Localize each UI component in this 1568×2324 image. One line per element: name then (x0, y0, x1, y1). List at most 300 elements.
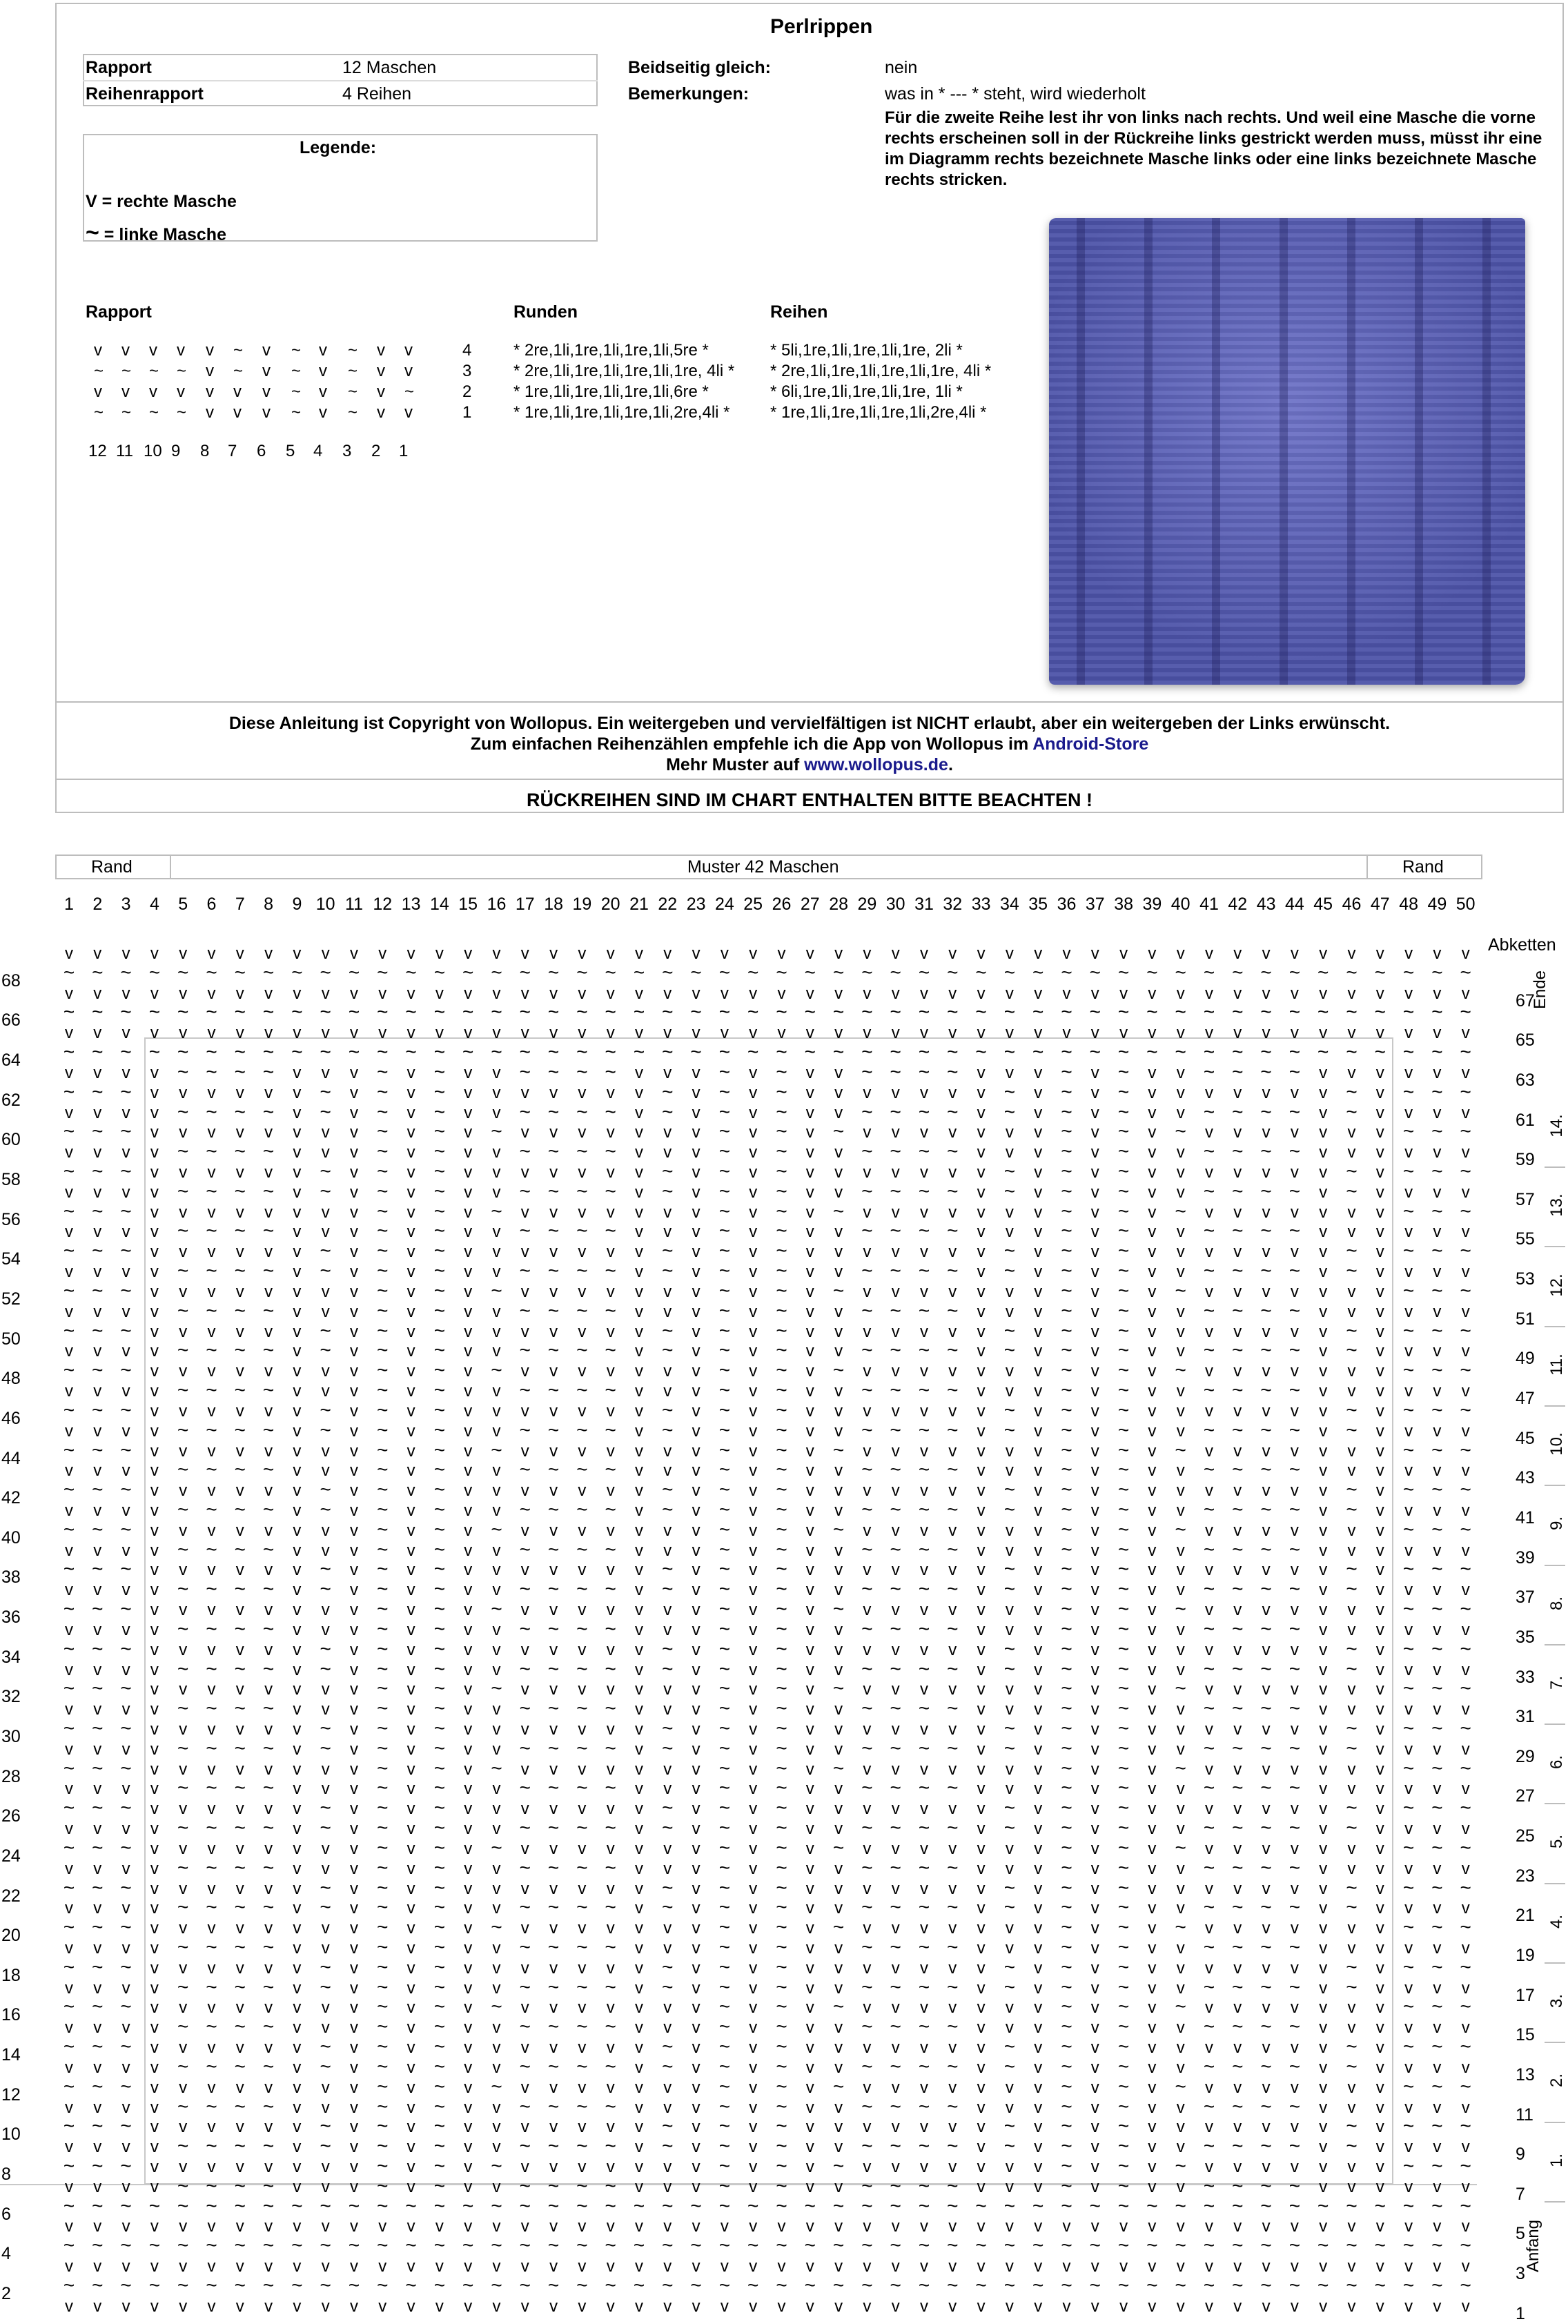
stitch-cell: v (749, 2098, 758, 2117)
stitch-cell: v (977, 1620, 986, 1639)
stitch-cell: v (1262, 984, 1271, 1003)
stitch-cell: ~ (605, 1339, 616, 1361)
stitch-cell: v (834, 1481, 843, 1501)
stitch-cell: v (406, 1382, 415, 1401)
stitch-cell: v (805, 1302, 814, 1321)
stitch-cell: ~ (861, 1777, 873, 1799)
stitch-cell: ~ (519, 2174, 531, 2196)
stitch-cell: v (207, 2217, 216, 2236)
stitch-cell: v (1176, 2257, 1185, 2276)
stitch-cell: v (1148, 1182, 1157, 1202)
stitch-cell: v (1005, 1919, 1014, 1938)
stitch-cell: v (749, 2018, 758, 2038)
stitch-cell: ~ (605, 2135, 616, 2157)
stitch-cell: v (464, 1700, 473, 1719)
stitch-cell: v (520, 1123, 529, 1142)
stitch-cell: v (749, 2038, 758, 2058)
stitch-cell: ~ (776, 1438, 787, 1461)
row-label-left: 6 (1, 2204, 11, 2224)
stitch-cell: v (492, 1899, 501, 1918)
stitch-cell: ~ (1402, 1359, 1415, 1381)
stitch-cell: ~ (1061, 1299, 1072, 1321)
stitch-cell: v (1375, 1879, 1384, 1898)
stitch-cell: ~ (120, 1558, 132, 1580)
stitch-cell: ~ (1402, 1797, 1415, 1819)
stitch-cell: ~ (377, 1339, 389, 1361)
stitch-cell: v (891, 2078, 900, 2097)
stitch-cell: v (520, 944, 529, 963)
stitch-cell: v (1034, 1382, 1043, 1401)
stitch-cell: v (1375, 1103, 1384, 1122)
stitch-cell: ~ (234, 1339, 246, 1361)
stitch-cell: v (350, 2058, 358, 2077)
row-label-right: 47 (1516, 1389, 1535, 1409)
stitch-cell: ~ (377, 1677, 389, 1699)
stitch-cell: v (1319, 1322, 1328, 1341)
stitch-cell: v (293, 1581, 302, 1600)
stitch-cell: v (150, 1839, 159, 1858)
stitch-cell: v (293, 1103, 302, 1122)
stitch-cell: v (121, 1182, 130, 1202)
stitch-cell: v (805, 1401, 814, 1420)
stitch-cell: v (350, 1521, 358, 1540)
stitch-cell: ~ (377, 1797, 389, 1819)
stitch-cell: v (1233, 1998, 1242, 2018)
stitch-cell: v (121, 1103, 130, 1122)
stitch-cell: v (150, 1103, 159, 1122)
stitch-cell: ~ (63, 2155, 75, 2177)
stitch-cell: v (1433, 1779, 1442, 1799)
stitch-cell: v (121, 1382, 130, 1401)
stitch-cell: ~ (861, 1458, 873, 1481)
stitch-cell: v (834, 944, 843, 963)
stitch-cell: v (150, 1024, 159, 1043)
stitch-cell: v (1404, 2217, 1413, 2236)
stitch-cell: v (121, 1342, 130, 1361)
stitch-cell: ~ (605, 1041, 616, 1063)
stitch-cell: v (93, 2018, 102, 2038)
stitch-cell: v (805, 1222, 814, 1242)
stitch-cell: v (920, 1202, 928, 1222)
stitch-cell: v (1319, 1919, 1328, 1938)
stitch-cell: v (1090, 1919, 1099, 1938)
stitch-cell: ~ (547, 2174, 560, 2196)
stitch-cell: v (264, 984, 273, 1003)
stitch-cell: ~ (63, 1518, 75, 1540)
stitch-cell: v (635, 1262, 643, 1282)
stitch-cell: v (1148, 1958, 1157, 1978)
stitch-cell: ~ (1003, 1398, 1016, 1420)
stitch-cell: v (606, 2217, 615, 2236)
stitch-cell: v (150, 1561, 159, 1580)
stitch-cell: v (150, 2078, 159, 2097)
stitch-cell: v (1404, 2296, 1413, 2316)
stitch-cell: ~ (1346, 1240, 1358, 1262)
stitch-cell: ~ (1402, 1160, 1415, 1182)
stitch-cell: ~ (320, 1876, 331, 1898)
stitch-cell: ~ (1460, 1518, 1471, 1540)
stitch-cell: ~ (206, 1220, 217, 1242)
stitch-cell: v (1375, 1063, 1384, 1082)
stitch-cell: ~ (1317, 2194, 1329, 2216)
stitch-cell: v (1461, 944, 1470, 963)
stitch-cell: v (1461, 1302, 1470, 1321)
stitch-cell: ~ (519, 2234, 531, 2256)
stitch-cell: v (321, 1222, 330, 1242)
stitch-cell: v (549, 1601, 558, 1620)
stitch-cell: v (1205, 944, 1213, 963)
stitch-cell: v (863, 1202, 872, 1222)
stitch-cell: v (235, 2158, 244, 2177)
stitch-cell: v (635, 1839, 643, 1858)
stitch-cell: v (891, 1998, 900, 2018)
stitch-cell: ~ (662, 1797, 674, 1819)
stitch-cell: v (692, 1859, 700, 1878)
repeat-label: 12. (1547, 1273, 1566, 1297)
stitch-cell: v (207, 944, 216, 963)
stitch-cell: v (1148, 1222, 1157, 1242)
stitch-cell: v (1347, 2177, 1356, 2196)
stitch-cell: v (293, 1202, 302, 1222)
stitch-cell: ~ (718, 2174, 731, 2196)
stitch-cell: ~ (718, 2095, 731, 2117)
stitch-cell: v (150, 1978, 159, 1998)
stitch-cell: ~ (433, 1180, 446, 1202)
stitch-cell: v (692, 1680, 700, 1699)
stitch-cell: v (293, 2058, 302, 2077)
rapport-cell: ~ (149, 403, 159, 422)
stitch-cell: ~ (861, 1140, 873, 1162)
stitch-cell: v (749, 2296, 758, 2316)
stitch-cell: ~ (1288, 1697, 1301, 1719)
stitch-cell: ~ (262, 2174, 275, 2196)
stitch-cell: v (692, 2018, 700, 2038)
stitch-cell: ~ (918, 1220, 930, 1242)
stitch-cell: ~ (120, 1717, 132, 1739)
stitch-cell: v (1176, 2058, 1185, 2077)
stitch-cell: ~ (633, 1041, 645, 1063)
stitch-cell: ~ (861, 2194, 873, 2216)
stitch-cell: v (977, 2177, 986, 2196)
stitch-cell: v (378, 1024, 387, 1043)
stitch-cell: v (777, 984, 786, 1003)
stitch-cell: v (948, 2158, 957, 2177)
stitch-cell: v (549, 2158, 558, 2177)
stitch-cell: v (1319, 1282, 1328, 1301)
stitch-cell: ~ (92, 2194, 104, 2216)
stitch-cell: ~ (177, 1180, 189, 1202)
stitch-cell: v (150, 1640, 159, 1659)
stitch-cell: v (1404, 1024, 1413, 1043)
stitch-cell: v (464, 2078, 473, 2097)
stitch-cell: ~ (1117, 961, 1130, 983)
row-label-right: 3 (1516, 2264, 1525, 2284)
stitch-cell: v (1262, 1242, 1271, 1262)
stitch-cell: ~ (1061, 1677, 1072, 1699)
stitch-cell: v (293, 1222, 302, 1242)
stitch-cell: ~ (832, 2274, 845, 2296)
stitch-cell: v (663, 1024, 672, 1043)
stitch-cell: v (805, 1779, 814, 1799)
stitch-cell: v (1148, 1103, 1157, 1122)
stitch-cell: ~ (519, 2194, 531, 2216)
stitch-cell: v (977, 1859, 986, 1878)
stitch-cell: ~ (832, 2075, 845, 2097)
stitch-cell: v (179, 1799, 188, 1819)
stitch-cell: v (179, 1879, 188, 1898)
stitch-cell: v (1404, 1342, 1413, 1361)
stitch-cell: v (1262, 1759, 1271, 1779)
stitch-cell: v (179, 1083, 188, 1102)
stitch-cell: v (1290, 1958, 1299, 1978)
stitch-cell: v (578, 2257, 587, 2276)
stitch-cell: v (121, 1222, 130, 1242)
stitch-cell: v (1148, 1839, 1157, 1858)
stitch-cell: v (464, 1799, 473, 1819)
stitch-cell: ~ (1288, 1856, 1301, 1878)
stitch-cell: v (749, 1978, 758, 1998)
stitch-cell: ~ (1203, 1180, 1215, 1202)
stitch-cell: v (406, 1163, 415, 1182)
stitch-cell: v (1148, 2038, 1157, 2058)
stitch-cell: v (1148, 1143, 1157, 1162)
stitch-cell: v (65, 1103, 73, 1122)
stitch-cell: ~ (718, 1260, 731, 1282)
stitch-cell: v (1034, 1839, 1043, 1858)
stitch-cell: v (207, 1561, 216, 1580)
stitch-cell: ~ (519, 1896, 531, 1918)
stitch-cell: ~ (491, 2194, 502, 2216)
column-number: 21 (629, 895, 649, 914)
stitch-cell: v (549, 1640, 558, 1659)
stitch-cell: v (1005, 1839, 1014, 1858)
stitch-cell: v (635, 2138, 643, 2157)
stitch-cell: ~ (776, 1617, 787, 1639)
stitch-cell: v (834, 1182, 843, 1202)
stitch-cell: v (492, 1182, 501, 1202)
stitch-cell: v (749, 1620, 758, 1639)
stitch-cell: v (749, 2138, 758, 2157)
stitch-cell: v (635, 1103, 643, 1122)
stitch-cell: ~ (776, 1777, 787, 1799)
stitch-cell: ~ (832, 2194, 845, 2216)
stitch-cell: v (321, 1461, 330, 1481)
stitch-cell: v (150, 1620, 159, 1639)
stitch-cell: ~ (918, 2015, 930, 2038)
stitch-cell: v (1148, 1601, 1157, 1620)
stitch-cell: v (520, 1601, 529, 1620)
stitch-cell: ~ (377, 1379, 389, 1401)
stitch-cell: v (520, 1024, 529, 1043)
stitch-cell: ~ (1032, 2234, 1044, 2256)
stitch-cell: v (520, 1441, 529, 1461)
stitch-cell: v (1290, 1481, 1299, 1501)
stitch-cell: v (920, 1759, 928, 1779)
stitch-cell: v (635, 1024, 643, 1043)
stitch-cell: ~ (718, 1737, 731, 1759)
stitch-cell: ~ (1117, 2115, 1130, 2137)
stitch-cell: ~ (491, 2075, 502, 2097)
stitch-cell: v (1347, 1024, 1356, 1043)
stitch-cell: v (464, 1978, 473, 1998)
stitch-cell: ~ (861, 1498, 873, 1520)
stitch-cell: v (1148, 1401, 1157, 1420)
stitch-cell: v (350, 1700, 358, 1719)
stitch-cell: v (635, 1739, 643, 1759)
stitch-cell: v (1205, 1521, 1213, 1540)
stitch-cell: v (1319, 1978, 1328, 1998)
stitch-cell: ~ (1117, 1080, 1130, 1102)
stitch-cell: v (635, 1143, 643, 1162)
stitch-cell: v (863, 1958, 872, 1978)
stitch-cell: v (1090, 1779, 1099, 1799)
stitch-cell: v (663, 1759, 672, 1779)
stitch-cell: ~ (92, 961, 104, 983)
stitch-cell: v (321, 1302, 330, 1321)
stitch-cell: v (1461, 2217, 1470, 2236)
stitch-cell: ~ (718, 2135, 731, 2157)
stitch-cell: v (834, 1899, 843, 1918)
stitch-cell: ~ (433, 1260, 446, 1282)
stitch-cell: v (1090, 2217, 1099, 2236)
stitch-cell: ~ (547, 2274, 560, 2296)
android-store-link[interactable]: Android-Store (1032, 734, 1149, 754)
stitch-cell: ~ (890, 1140, 901, 1162)
row-label-left: 40 (1, 1527, 21, 1547)
row-label-left: 50 (1, 1329, 21, 1349)
stitch-cell: ~ (1232, 1260, 1244, 1282)
stitch-cell: v (150, 1222, 159, 1242)
stitch-cell: ~ (1288, 1498, 1301, 1520)
repeat-label: 13. (1547, 1193, 1566, 1217)
stitch-cell: v (977, 1362, 986, 1381)
column-number: 45 (1313, 895, 1333, 914)
stitch-cell: v (1148, 2296, 1157, 2316)
stitch-cell: ~ (1431, 961, 1443, 983)
stitch-cell: v (1148, 1382, 1157, 1401)
stitch-cell: v (1319, 1739, 1328, 1759)
rapport-row-number: 1 (462, 403, 472, 422)
stitch-cell: ~ (1061, 1398, 1072, 1420)
stitch-cell: v (350, 1779, 358, 1799)
stitch-cell: v (1404, 1382, 1413, 1401)
stitch-cell: ~ (320, 2135, 331, 2157)
stitch-cell: v (891, 1163, 900, 1182)
stitch-cell: ~ (1374, 2194, 1386, 2216)
stitch-cell: v (1375, 1958, 1384, 1978)
stitch-cell: ~ (605, 2174, 616, 2196)
stitch-cell: ~ (918, 1379, 930, 1401)
stitch-cell: ~ (576, 2274, 588, 2296)
more-patterns-dot: . (948, 755, 953, 774)
stitch-cell: ~ (890, 1697, 901, 1719)
stitch-cell: v (606, 1163, 615, 1182)
stitch-cell: v (321, 1919, 330, 1938)
stitch-cell: v (1176, 1302, 1185, 1321)
stitch-cell: ~ (63, 2075, 75, 2097)
stitch-cell: ~ (433, 1359, 446, 1381)
stitch-cell: ~ (1061, 1518, 1072, 1540)
stitch-cell: v (948, 1601, 957, 1620)
stitch-cell: v (1005, 1779, 1014, 1799)
rapport-cell: ~ (149, 362, 159, 380)
stitch-cell: v (150, 2018, 159, 2038)
stitch-cell: v (635, 1919, 643, 1938)
stitch-cell: ~ (576, 2055, 588, 2077)
stitch-cell: v (606, 2158, 615, 2177)
stitch-cell: v (406, 1262, 415, 1282)
stitch-cell: v (1233, 2038, 1242, 2058)
stitch-cell: ~ (1003, 2055, 1016, 2077)
stitch-cell: v (1148, 1919, 1157, 1938)
wollopus-link[interactable]: www.wollopus.de (804, 755, 948, 774)
stitch-cell: ~ (718, 1876, 731, 1898)
stitch-cell: ~ (1431, 2155, 1443, 2177)
stitch-cell: ~ (262, 1418, 275, 1441)
stitch-cell: v (1461, 1739, 1470, 1759)
stitch-cell: v (635, 1620, 643, 1639)
stitch-cell: ~ (262, 2274, 275, 2296)
stitch-cell: v (948, 2296, 957, 2316)
stitch-cell: ~ (462, 1041, 474, 1063)
stitch-cell: ~ (662, 2135, 674, 2157)
stitch-cell: v (121, 1939, 130, 1957)
stitch-cell: v (1262, 2257, 1271, 2276)
stitch-cell: ~ (348, 1001, 360, 1023)
stitch-cell: v (1319, 1660, 1328, 1679)
stitch-cell: v (692, 1719, 700, 1739)
stitch-cell: v (805, 2138, 814, 2157)
stitch-cell: ~ (718, 1916, 731, 1938)
stitch-cell: v (1461, 2018, 1470, 2038)
stitch-cell: ~ (576, 1657, 588, 1679)
stitch-cell: v (1090, 1083, 1099, 1102)
stitch-cell: v (663, 1362, 672, 1381)
stitch-cell: ~ (1061, 1797, 1072, 1819)
stitch-cell: ~ (1061, 1856, 1072, 1878)
stitch-cell: ~ (1117, 2155, 1130, 2177)
stitch-cell: v (1290, 1919, 1299, 1938)
stitch-cell: v (179, 1521, 188, 1540)
stitch-cell: v (1176, 1700, 1185, 1719)
stitch-cell: v (293, 1242, 302, 1262)
stitch-cell: v (1005, 1939, 1014, 1957)
stitch-cell: ~ (547, 961, 560, 983)
stitch-cell: ~ (320, 1498, 331, 1520)
stitch-cell: v (1034, 1103, 1043, 1122)
stitch-cell: v (977, 1939, 986, 1957)
stitch-cell: v (1461, 1382, 1470, 1401)
stitch-cell: ~ (63, 1319, 75, 1341)
stitch-cell: v (948, 1123, 957, 1142)
stitch-cell: v (293, 2158, 302, 2177)
stitch-cell: ~ (1203, 1856, 1215, 1878)
stitch-cell: v (1205, 1123, 1213, 1142)
stitch-cell: ~ (1431, 1319, 1443, 1341)
stitch-cell: ~ (519, 1737, 531, 1759)
stitch-cell: ~ (1260, 1657, 1272, 1679)
stitch-cell: v (1433, 1103, 1442, 1122)
stitch-cell: v (1433, 1063, 1442, 1082)
stitch-cell: v (749, 1501, 758, 1520)
stitch-cell: ~ (63, 1359, 75, 1381)
stitch-cell: v (834, 2058, 843, 2077)
stitch-cell: v (406, 1401, 415, 1420)
stitch-cell: v (834, 1819, 843, 1839)
stitch-cell: v (179, 1561, 188, 1580)
row-label-right: 1 (1516, 2303, 1525, 2323)
stitch-cell: ~ (1260, 1418, 1272, 1441)
